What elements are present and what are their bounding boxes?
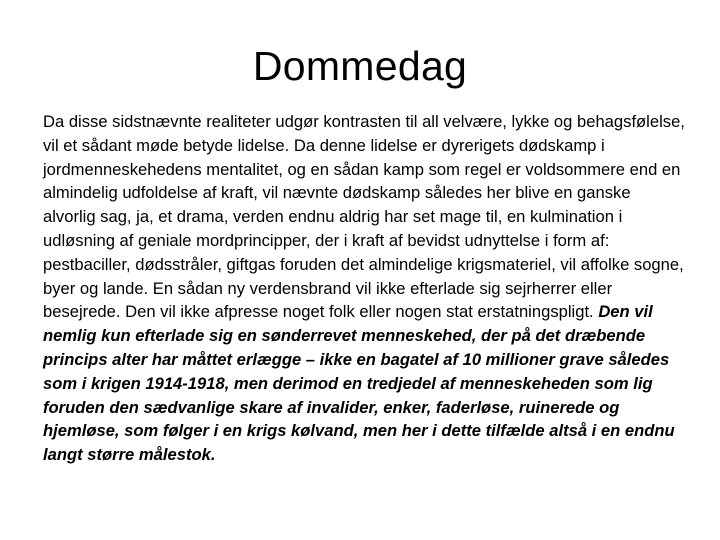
body-text-emphasis: Den vil nemlig kun efterlade sig en sønderrevet menneskehed, der på det dræbende princips alter har måttet erlægge – ikke en bagatel af 10 millioner grave således som i krigen 1914-1918, men derimod en tredjedel af menneskeheden som lig foruden den sædvanlige skare af invalider, enker, faderløse, ruinerede og hjemløse, som følger i en krigs kølvand, men her i dette tilfælde altså i en endnu langt større målestok.	[43, 302, 675, 465]
body-text-regular: Da disse sidstnævnte realiteter udgør kontrasten til all velvære, lykke og behagsfølelse, vil et sådant møde betyde lidelse. Da denne lidelse er dyrerigets dødskamp i jordmenneskehedens mentalitet, og en sådan kamp som regel er voldsommere end en almindelig udfoldelse af kraft, vil nævnte dødskamp således her blive en ganske alvorlig sag, ja, et drama, verden endnu aldrig har set mage til, en kulmination i udløsning af geniale mordprincipper, der i kraft af bevidst udnyttelse i form af: pestbaciller, dødsstråler, giftgas foruden det almindelige krigsmateriel, vil affolke sogne, byer og lande. En sådan ny verdensbrand vil ikke efterlade sig sejrherrer eller besejrede. Den vil ikke afpresse noget folk eller nogen stat erstatningspligt.	[43, 112, 685, 322]
slide-title: Dommedag	[252, 43, 468, 89]
slide-body	[43, 110, 685, 467]
body-text	[43, 110, 685, 467]
